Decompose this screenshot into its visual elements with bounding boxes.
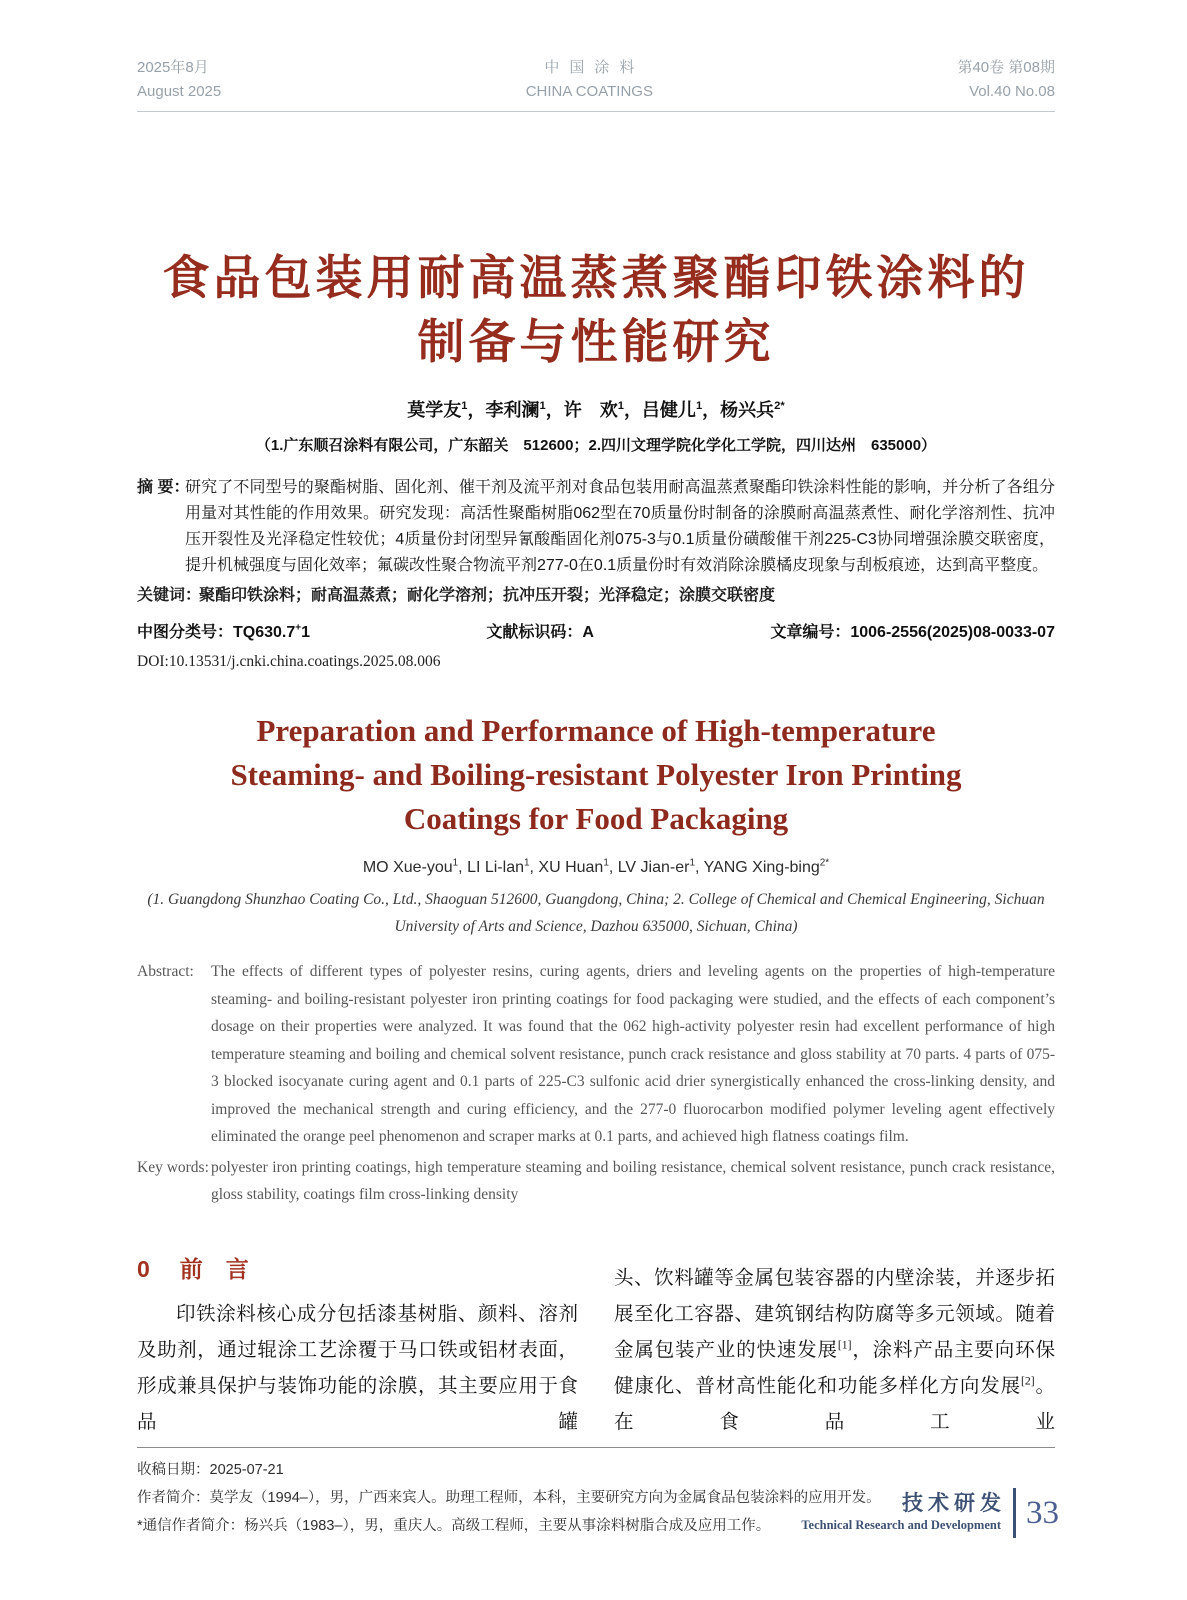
header-journal-name [526, 56, 653, 104]
header-issue [957, 56, 1055, 104]
author-affil-mark: 2* [819, 857, 830, 869]
footer-section-name [801, 1492, 1006, 1534]
page-footer [801, 1488, 1059, 1538]
author-affil-mark: 1 [695, 400, 703, 412]
author-en: , XU Huan [529, 859, 604, 876]
header-issue-en: Vol.40 No.08 [969, 83, 1055, 100]
author-affil-mark: 2* [774, 400, 785, 412]
footer-section-en: Technical Research and Development [801, 1518, 1001, 1532]
author-en: , LI Li-lan [458, 859, 524, 876]
article-title-en-line2: Steaming- and Boiling-resistant Polyester Iron Printing [230, 757, 962, 792]
author-affil-mark: 1 [617, 400, 624, 412]
author-zh: ，杨兴兵 [702, 400, 775, 420]
author-affil-mark: 1 [523, 857, 530, 869]
author-en: , YANG Xing-bing [694, 859, 820, 876]
page-number: 33 [1026, 1494, 1059, 1531]
keywords-en [137, 1154, 1055, 1209]
intro-columns [137, 1253, 1055, 1441]
author-zh: ，李利澜 [467, 400, 540, 420]
section-number: 0 [137, 1255, 150, 1282]
header-journal-en: CHINA COATINGS [525, 83, 653, 100]
article-title-en [137, 709, 1055, 841]
clc-number: 中图分类号：TQ630.7+1 [137, 622, 310, 641]
author-en: , LV Jian-er [608, 859, 690, 876]
article-title-zh [137, 246, 1055, 374]
clc-superscript: + [295, 622, 302, 634]
abstract-en-label: Abstract: [137, 963, 194, 980]
keywords-zh [137, 583, 1055, 609]
intro-column-right [614, 1253, 1055, 1441]
authors-zh [137, 396, 1055, 422]
author-en: MO Xue-you [362, 859, 453, 876]
author-affil-mark: 1 [539, 400, 546, 412]
author-zh: ，许 欢 [545, 400, 618, 420]
intro-paragraph-right: 头、饮料罐等金属包装容器的内壁涂装，并逐步拓展至化工容器、建筑钢结构防腐等多元领域。随着金属包装产业的快速发展[1]，涂料产品主要向环保健康化、普材高性能化和功能多样化方向发展[2]。在食品工业 [614, 1267, 1055, 1433]
author-affil-mark: 1 [689, 857, 695, 869]
abstract-zh [137, 475, 1055, 579]
header-date [137, 56, 221, 104]
article-title-en-line1: Preparation and Performance of High-temperature [256, 713, 936, 748]
keywords-zh-text: 聚酯印铁涂料；耐高温蒸煮；耐化学溶剂；抗冲压开裂；光泽稳定；涂膜交联密度 [199, 587, 776, 604]
author-affil-mark: 1 [461, 400, 468, 412]
meta-row [137, 619, 1055, 642]
author-zh: 莫学友 [407, 400, 462, 420]
article-title-en-line3: Coatings for Food Packaging [403, 801, 789, 836]
abstract-zh-text: 研究了不同型号的聚酯树脂、固化剂、催干剂及流平剂对食品包装用耐高温蒸煮聚酯印铁涂料性能的影响，并分析了各组分用量对其性能的作用效果。研究发现：高活性聚酯树脂062型在70质量份时制备的涂膜耐高温蒸煮性、耐化学溶剂性、抗冲压开裂性及光泽稳定性较优；4质量份封闭型异氰酸酯固化剂075-3与0.1质量份磺酸催干剂225-C3协同增强涂膜交联密度，提升机械强度与固化效率；氟碳改性聚合物流平剂277-0在0.1质量份时有效消除涂膜橘皮现象与刮板痕迹，达到高平整度。 [185, 479, 1055, 574]
author-affil-mark: 1 [452, 857, 459, 869]
footer-vertical-divider [1013, 1488, 1016, 1538]
footnote-corresponding-author-bio: *通信作者简介：杨兴兵（1983–），男，重庆人。高级工程师，主要从事涂料树脂合成及应用工作。 [137, 1517, 771, 1534]
footer-section-zh: 技术研发 [902, 1492, 1006, 1515]
intro-paragraph-left: 印铁涂料核心成分包括漆基树脂、颜料、溶剂及助剂，通过辊涂工艺涂覆于马口铁或铝材表面，形成兼具保护与装饰功能的涂膜，其主要应用于食品罐 [137, 1303, 578, 1433]
footnote-author-bio: 作者简介：莫学友（1994–），男，广西来宾人。助理工程师，本科，主要研究方向为金属食品包装涂料的应用开发。 [137, 1489, 881, 1506]
doi: DOI:10.13531/j.cnki.china.coatings.2025.08.006 [137, 653, 441, 670]
header-date-zh: 2025年8月 [137, 59, 209, 76]
header-issue-zh: 第40卷 第08期 [957, 59, 1055, 76]
abstract-en [137, 958, 1055, 1151]
header-date-en: August 2025 [137, 83, 222, 100]
keywords-en-text: polyester iron printing coatings, high temperature steaming and boiling resistance, chemical solvent resistance, punch crack resistance, gloss stability, coatings film cross-linking density [211, 1158, 1055, 1203]
author-zh: ，吕健儿 [623, 400, 696, 420]
section-heading-foreword [137, 1253, 578, 1285]
affiliation-zh: （1.广东顺召涂料有限公司，广东韶关 512600；2.四川文理学院化学化工学院，四川达州 635000） [255, 437, 937, 454]
author-affil-mark: 1 [603, 857, 609, 869]
affiliation-en: (1. Guangdong Shunzhao Coating Co., Ltd., Shaoguan 512600, Guangdong, China; 2. College of Chemical and Chemical Engineering, Sichuan University of Arts and Science, Dazhou 635000, Sichuan, China) [147, 891, 1045, 935]
article-title-zh-line1: 食品包装用耐高温蒸煮聚酯印铁涂料的 [162, 251, 1030, 304]
document-code: 文献标识码：A [486, 624, 594, 641]
citation-ref-2: [2] [1020, 1374, 1035, 1387]
citation-ref-1: [1] [837, 1338, 852, 1351]
keywords-en-label: Key words: [137, 1158, 209, 1176]
article-number: 文章编号：1006-2556(2025)08-0033-07 [770, 624, 1055, 641]
header-journal-zh: 中国涂料 [544, 59, 645, 76]
keywords-zh-label: 关键词： [137, 587, 202, 604]
article-title-zh-line2: 制备与性能研究 [417, 315, 775, 368]
authors-en [137, 859, 1055, 877]
abstract-zh-label: 摘 要： [137, 479, 190, 496]
page-header [137, 56, 1055, 112]
footnote-received-date: 收稿日期：2025-07-21 [137, 1461, 284, 1478]
intro-column-left [137, 1253, 578, 1441]
footnote-divider [137, 1447, 1055, 1448]
abstract-en-text: The effects of different types of polyester resins, curing agents, driers and leveling agents on the properties of high-temperature steaming- and boiling-resistant polyester iron printing coatings for food packaging were studied, and the effects of each component’s dosage on their properties were analyzed. It was found that the 062 high-activity polyester resin had excellent performance of high temperature steaming and boiling and chemical solvent resistance, punch crack resistance and gloss stability at 70 parts. 4 parts of 075-3 blocked isocyanate curing agent and 0.1 parts of 225-C3 sulfonic acid drier synergistically enhanced the cross-linking density, and improved the mechanical strength and curing efficiency, and the 277-0 fluorocarbon modified polymer leveling agent effectively eliminated the orange peel phenomenon and scraper marks at 0.1 parts, and achieved high flatness coatings film. [211, 963, 1055, 1145]
section-title: 前 言 [179, 1255, 249, 1282]
